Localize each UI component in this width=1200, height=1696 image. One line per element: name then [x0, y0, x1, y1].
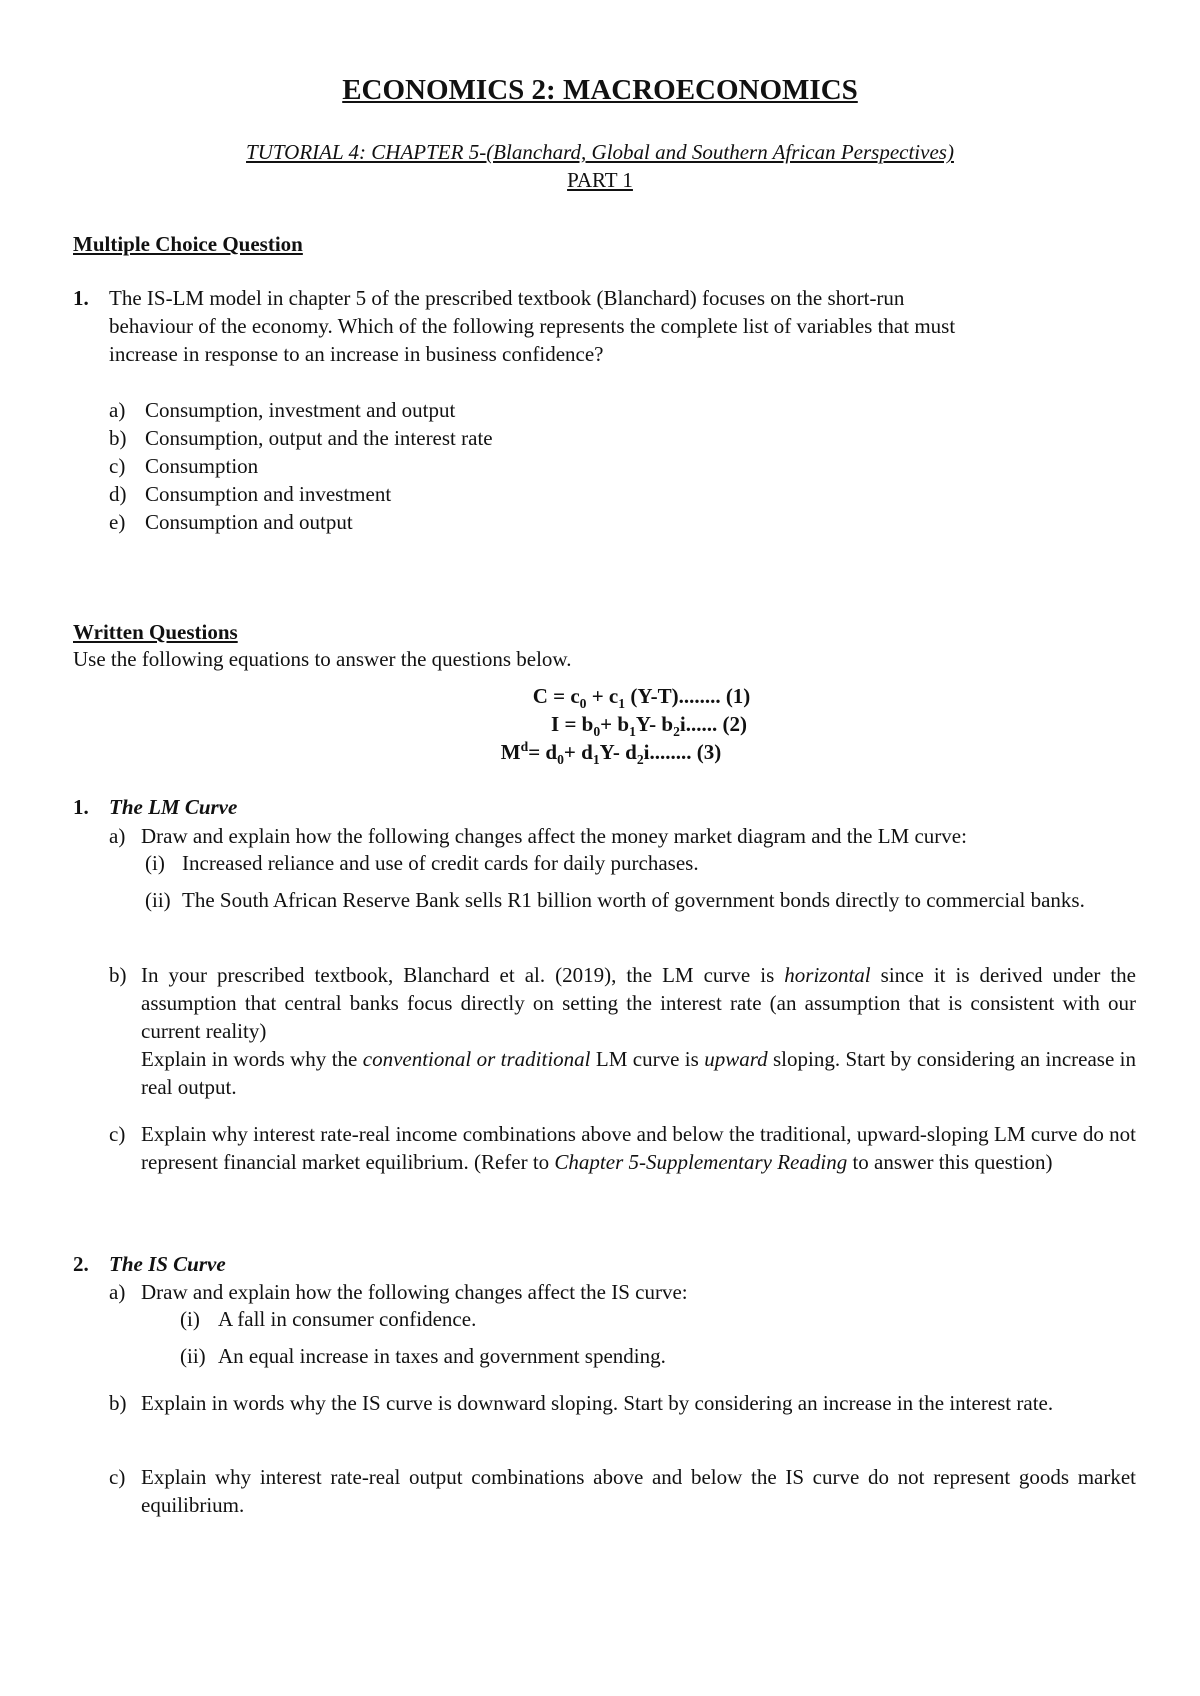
mcq-option-text: Consumption, output and the interest rate	[145, 426, 493, 450]
tutorial-subtitle: TUTORIAL 4: CHAPTER 5-(Blanchard, Global and Southern African Perspectives)	[246, 140, 954, 164]
mcq-number: 1.	[73, 286, 89, 310]
mcq-heading: Multiple Choice Question	[73, 232, 303, 256]
mcq-option-text: Consumption, investment and output	[145, 398, 456, 422]
q2b-text: Explain in words why the IS curve is downward sloping. Start by considering an increase in the interest rate.	[141, 1391, 1054, 1415]
q1c-letter: c)	[109, 1122, 126, 1146]
q1a-i-text: Increased reliance and use of credit cards for daily purchases.	[182, 851, 699, 875]
mcq-question-line-3: increase in response to an increase in business confidence?	[109, 342, 604, 366]
q1b-paragraph-2: Explain in words why the conventional or traditional LM curve is upward sloping. Start by considering an increase in real output.	[141, 1047, 1137, 1099]
q1a-ii-text: The South African Reserve Bank sells R1 billion worth of government bonds directly to commercial banks.	[182, 888, 1085, 912]
document-title: ECONOMICS 2: MACROECONOMICS	[342, 74, 858, 106]
mcq-question-line-1: The IS-LM model in chapter 5 of the prescribed textbook (Blanchard) focuses on the short-run	[109, 286, 905, 310]
mcq-question-line-2: behaviour of the economy. Which of the following represents the complete list of variables that must	[109, 314, 956, 338]
q1-title: The LM Curve	[109, 795, 238, 819]
q1c-text: Explain why interest rate-real income combinations above and below the traditional, upward-sloping LM curve do not represent financial market equilibrium. (Refer to Chapter 5-Supplementary Reading to answer this question)	[141, 1122, 1136, 1174]
q2-title: The IS Curve	[109, 1252, 226, 1276]
mcq-option-text: Consumption	[145, 454, 259, 478]
mcq-option-text: Consumption and output	[145, 510, 353, 534]
q2a-ii-text: An equal increase in taxes and government spending.	[218, 1344, 666, 1368]
q1a-ii-label: (ii)	[145, 888, 171, 912]
mcq-option-text: Consumption and investment	[145, 482, 392, 506]
q1-number: 1.	[73, 795, 89, 819]
mcq-option-letter: e)	[109, 510, 126, 534]
q1b-paragraph-1: In your prescribed textbook, Blanchard et al. (2019), the LM curve is horizontal since it is derived under the assumption that central banks focus directly on setting the interest rate (an assumption that is consistent with our current reality)	[141, 963, 1137, 1043]
mcq-option-letter: b)	[109, 426, 127, 450]
written-heading: Written Questions	[73, 620, 238, 644]
equation-investment: $I = b_0+ b_1Y-$ $b_2i$...... (2)	[551, 712, 747, 740]
written-intro: Use the following equations to answer the questions below.	[73, 647, 572, 671]
equation-consumption: $C = c_0 + c_1$ (Y-T)........ (1)	[532, 684, 751, 712]
q1a-letter: a)	[109, 824, 126, 848]
q2a-i-label: (i)	[180, 1307, 200, 1331]
q2b-letter: b)	[109, 1391, 127, 1415]
mcq-option-letter: d)	[109, 482, 127, 506]
q2-number: 2.	[73, 1252, 89, 1276]
mcq-option-letter: c)	[109, 454, 126, 478]
q2a-i-text: A fall in consumer confidence.	[218, 1307, 477, 1331]
q2a-text: Draw and explain how the following changes affect the IS curve:	[141, 1280, 688, 1304]
q2a-letter: a)	[109, 1280, 126, 1304]
q1b-letter: b)	[109, 963, 127, 987]
q1a-i-label: (i)	[145, 851, 165, 875]
q1a-text: Draw and explain how the following changes affect the money market diagram and the LM curve:	[141, 824, 967, 848]
q2c-letter: c)	[109, 1465, 126, 1489]
part-label: PART 1	[567, 168, 633, 192]
mcq-option-letter: a)	[109, 398, 126, 422]
equation-money-demand: $M^d= d_0+ d_1Y-$ $d_2i$........ (3)	[500, 739, 722, 768]
q2a-ii-label: (ii)	[180, 1344, 206, 1368]
q2c-text: Explain why interest rate-real output combinations above and below the IS curve do not represent goods market equilibrium.	[141, 1465, 1136, 1517]
